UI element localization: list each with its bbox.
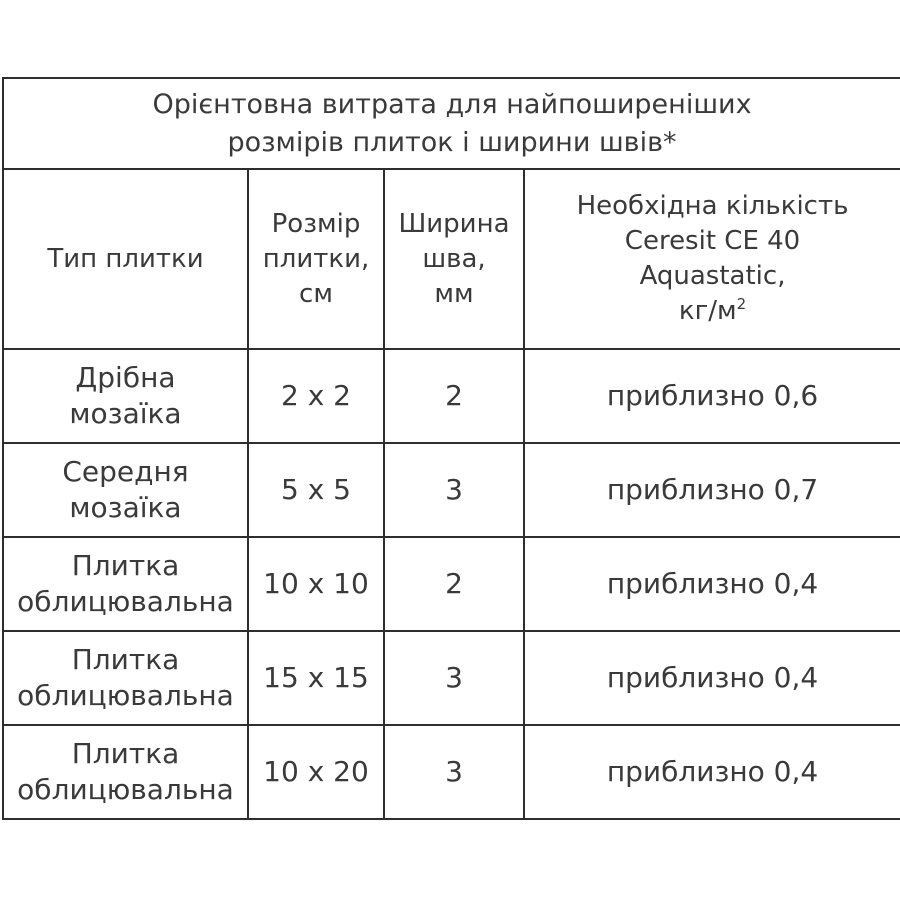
cell-tile-type [3, 725, 248, 819]
table-row [3, 631, 900, 725]
header-tile-size-line-1: Розмір [271, 208, 361, 239]
header-tile-type-text: Тип плитки [47, 243, 204, 274]
cell-tile-type [3, 349, 248, 443]
table-header-row [3, 169, 900, 349]
header-required-amount [524, 169, 900, 349]
cell-joint-width: 3 [384, 631, 524, 725]
cell-tile-type-line-2: облицювальна [17, 585, 234, 618]
cell-tile-size: 2 x 2 [248, 349, 384, 443]
cell-tile-type [3, 443, 248, 537]
cell-tile-type-line-2: мозаїка [69, 491, 182, 524]
header-joint-width-line-1: Ширина [398, 208, 510, 239]
table-title-line-2: розмірів плиток і ширини швів* [227, 126, 677, 158]
cell-tile-size: 5 x 5 [248, 443, 384, 537]
header-tile-size [248, 169, 384, 349]
cell-tile-type-line-2: облицювальна [17, 773, 234, 806]
cell-tile-size: 10 x 20 [248, 725, 384, 819]
header-required-amount-line-2: Ceresit CE 40 [624, 226, 801, 256]
cell-required-amount: приблизно 0,6 [524, 349, 900, 443]
cell-tile-type [3, 631, 248, 725]
header-required-amount-line-3: Aquastatic, [639, 261, 786, 291]
cell-required-amount: приблизно 0,4 [524, 631, 900, 725]
cell-tile-type-line-1: Плитка [71, 737, 180, 770]
header-unit-text: кг/м [678, 296, 737, 326]
table-row [3, 537, 900, 631]
cell-tile-type-line-2: облицювальна [17, 679, 234, 712]
table-row [3, 349, 900, 443]
header-required-amount-line-1: Необхідна кількість [576, 191, 849, 221]
header-required-amount-line-4 [531, 294, 894, 329]
table-row [3, 725, 900, 819]
consumption-table [2, 77, 900, 820]
cell-required-amount: приблизно 0,4 [524, 725, 900, 819]
cell-tile-size: 10 x 10 [248, 537, 384, 631]
header-joint-width-line-3: мм [434, 278, 474, 309]
header-tile-type [3, 169, 248, 349]
table-row [3, 443, 900, 537]
table-title-line-1: Орієнтовна витрата для найпоширеніших [152, 88, 752, 120]
header-tile-size-line-3: см [299, 278, 333, 309]
cell-joint-width: 3 [384, 725, 524, 819]
cell-tile-type-line-1: Плитка [71, 643, 180, 676]
cell-tile-type-line-1: Дрібна [75, 361, 176, 394]
cell-required-amount: приблизно 0,7 [524, 443, 900, 537]
cell-tile-type-line-1: Плитка [71, 549, 180, 582]
cell-tile-type-line-1: Середня [62, 455, 189, 488]
cell-joint-width: 3 [384, 443, 524, 537]
header-tile-size-line-2: плитки, [262, 243, 370, 274]
header-joint-width [384, 169, 524, 349]
header-joint-width-line-2: шва, [422, 243, 486, 274]
cell-tile-type-line-2: мозаїка [69, 397, 182, 430]
cell-joint-width: 2 [384, 537, 524, 631]
table-title [3, 78, 900, 169]
cell-tile-size: 15 x 15 [248, 631, 384, 725]
cell-required-amount: приблизно 0,4 [524, 537, 900, 631]
cell-tile-type [3, 537, 248, 631]
table-title-row [3, 78, 900, 169]
cell-joint-width: 2 [384, 349, 524, 443]
header-unit-superscript: 2 [736, 295, 747, 313]
